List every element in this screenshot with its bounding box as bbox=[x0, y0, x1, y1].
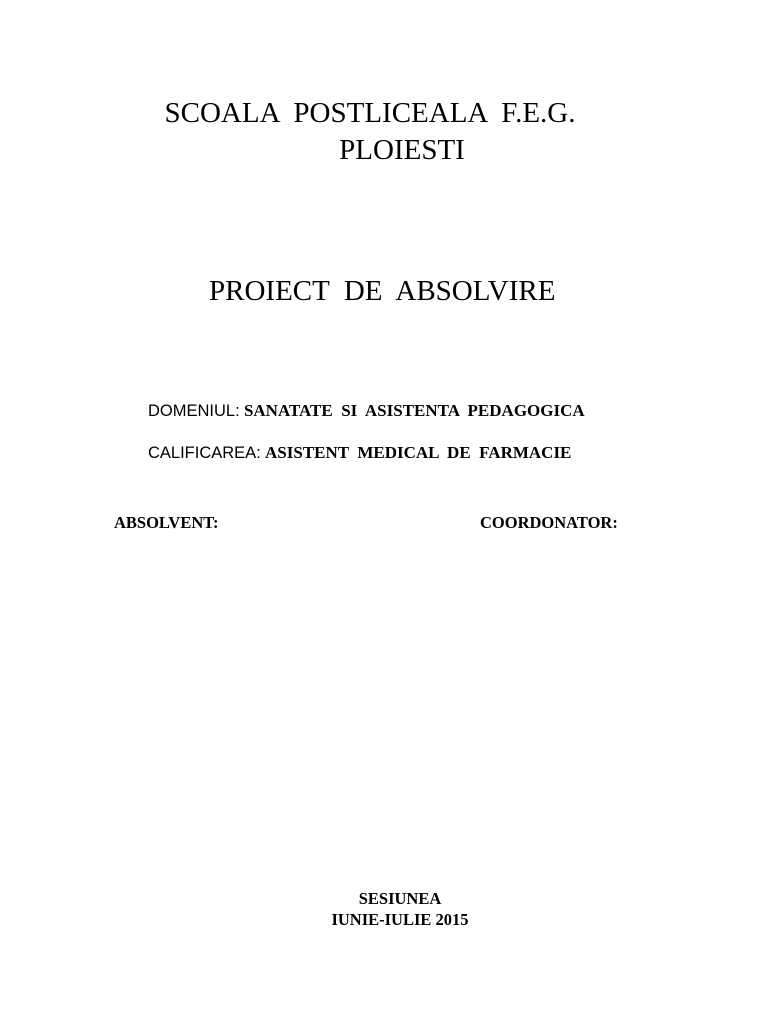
qualification-value: ASISTENT MEDICAL DE FARMACIE bbox=[265, 443, 572, 462]
session-period: IUNIE-IULIE 2015 bbox=[331, 910, 469, 929]
session-label: SESIUNEA bbox=[358, 889, 442, 908]
absolvent-label: ABSOLVENT: bbox=[114, 513, 219, 532]
project-title: PROIECT DE ABSOLVIRE bbox=[209, 275, 556, 307]
coordonator-label: COORDONATOR: bbox=[480, 513, 618, 532]
domain-label: DOMENIUL: bbox=[148, 402, 240, 420]
school-city: PLOIESTI bbox=[339, 134, 465, 166]
qualification-label: CALIFICAREA: bbox=[148, 444, 261, 462]
qualification-row bbox=[131, 420, 571, 486]
domain-value: SANATATE SI ASISTENTA PEDAGOGICA bbox=[243, 401, 585, 420]
school-name: SCOALA POSTLICEALA F.E.G. bbox=[164, 97, 576, 129]
